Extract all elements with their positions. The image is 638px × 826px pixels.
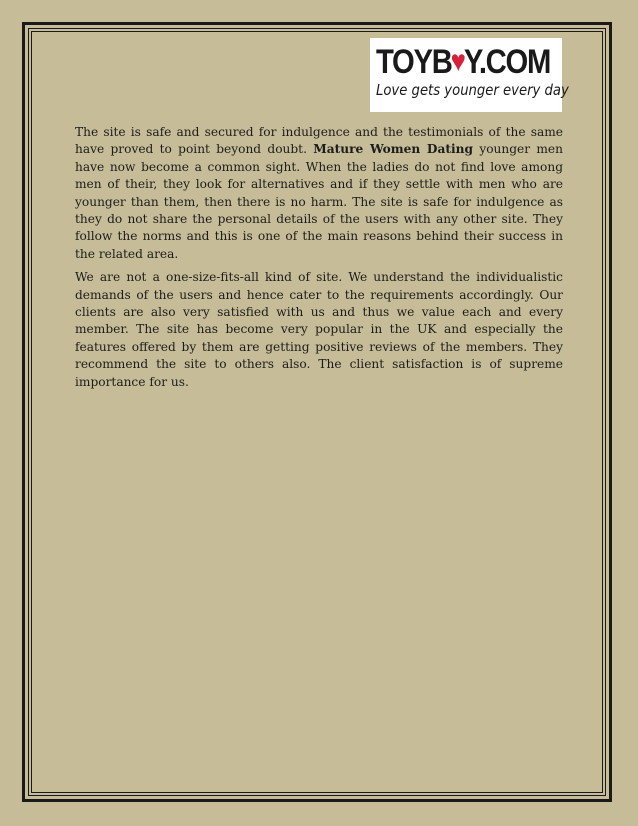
toyboy-logo xyxy=(370,38,569,112)
logo-word-start: TOYB xyxy=(376,43,452,81)
document-body xyxy=(75,124,563,397)
paragraph-1-end: younger men have now become a common sight. When the ladies do not find love among men of their, they look for alternatives and if they settle with men who are younger than them, then there is no harm. The site is safe for indulgence as they do not share the personal details of the users with any other site. They follow the norms and this is one of the main reasons behind their success in the related area. xyxy=(75,142,563,261)
paragraph-2: We are not a one-size-fits-all kind of site. We understand the individualistic demands of the users and hence cater to the requirements accordingly. Our clients are also very satisfied with us and thus we value each and every member. The site has become very popular in the UK and especially the features offered by them are getting positive reviews of the members. They recommend the site to others also. The client satisfaction is of supreme importance for us. xyxy=(75,270,563,389)
heart-icon: ♥ xyxy=(450,45,465,78)
mature-women-dating-link[interactable]: Mature Women Dating xyxy=(313,142,474,157)
logo-tagline: Love gets younger every day xyxy=(376,81,569,99)
logo-wordmark xyxy=(376,43,551,81)
logo-word-end: Y.COM xyxy=(463,43,551,81)
paragraph-1-start: The site is safe and secured for indulgence and the testimonials of the same have proved to point beyond doubt. xyxy=(75,125,563,157)
paragraph-1 xyxy=(75,124,563,263)
